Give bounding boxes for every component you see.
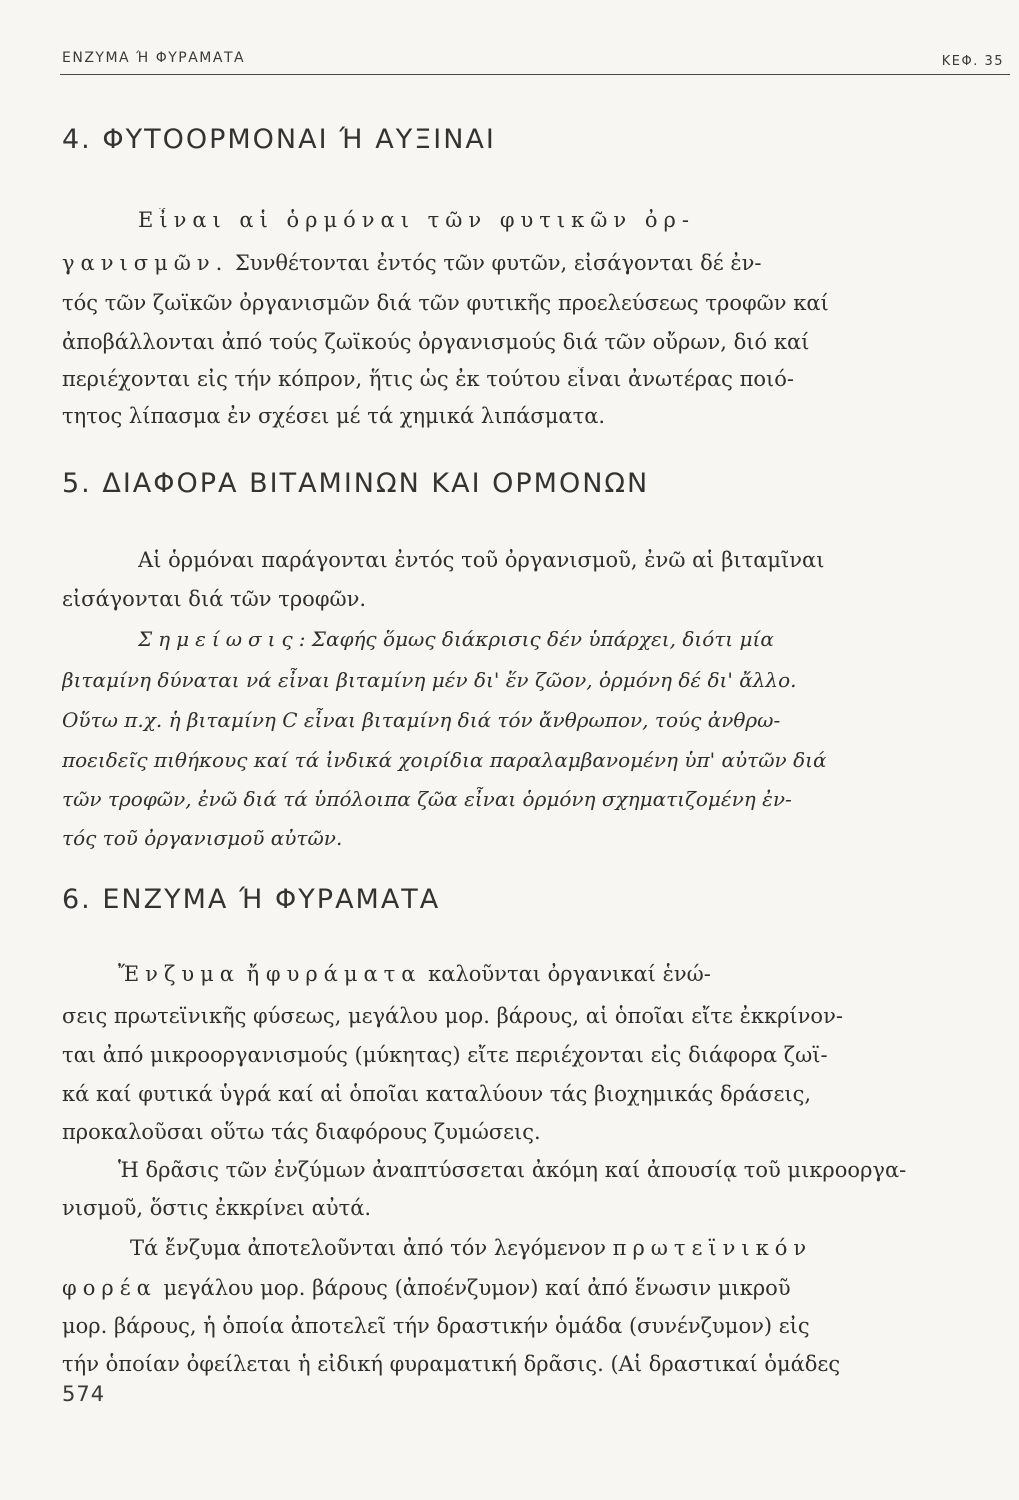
section-6-line: σεις πρωτεϊνικῆς φύσεως, μεγάλου μορ. βάρους, αἱ ὁποῖαι εἴτε ἐκκρίνον- [62, 1004, 843, 1028]
section-5-line: Αἱ ὁρμόναι παράγονται ἐντός τοῦ ὀργανισμοῦ, ἐνῶ αἱ βιταμῖναι [138, 548, 825, 572]
section-4-heading: 4. ΦΥΤΟΟΡΜΟΝΑΙ Ή ΑΥΞΙΝΑΙ [62, 124, 496, 155]
section-4-line: τητος λίπασμα ἐν σχέσει μέ τά χημικά λιπάσματα. [62, 404, 606, 428]
section-4-line: τός τῶν ζωϊκῶν ὀργανισμῶν διά τῶν φυτικῆς προελεύσεως τροφῶν καί [62, 291, 829, 315]
section-5-heading: 5. ΔΙΑΦΟΡΑ ΒΙΤΑΜΙΝΩΝ ΚΑΙ ΟΡΜΟΝΩΝ [62, 468, 650, 499]
section-5-line: τός τοῦ ὀργανισμοῦ αὐτῶν. [62, 826, 343, 850]
section-5-line: τῶν τροφῶν, ἐνῶ διά τά ὑπόλοιπα ζῶα εἶναι ὁρμόνη σχηματιζομένη ἐν- [62, 787, 792, 811]
section-5-line: εἰσάγονται διά τῶν τροφῶν. [62, 587, 367, 611]
section-6-line: προκαλοῦσαι οὕτω τάς διαφόρους ζυμώσεις. [62, 1120, 541, 1144]
section-6-line: μορ. βάρους, ἡ ὁποία ἀποτελεῖ τήν δραστικήν ὁμάδα (συνένζυμον) εἰς [62, 1314, 810, 1338]
section-6-line: Ἔνζυμα ἤ φυράματα καλοῦνται ὀργανικαί ἑνώ- [118, 962, 711, 986]
section-5-line: Σημείωσις: Σαφής ὅμως διάκρισις δέν ὑπάρχει, διότι μία [138, 627, 774, 651]
section-6-line: κά καί φυτικά ὑγρά καί αἱ ὁποῖαι καταλύουν τάς βιοχημικάς δράσεις, [62, 1082, 812, 1106]
section-6-line: φορέα μεγάλου μορ. βάρους (ἀποένζυμον) καί ἀπό ἕνωσιν μικροῦ [62, 1276, 791, 1300]
page-number: 574 [62, 1382, 106, 1406]
section-4-line: ἀποβάλλονται ἀπό τούς ζωϊκούς ὀργανισμούς διά τῶν οὔρων, διό καί [62, 330, 810, 354]
section-6-line: τήν ὁποίαν ὀφείλεται ἡ εἰδική φυραματική δρᾶσις. (Αἱ δραστικαί ὁμάδες [62, 1352, 841, 1376]
section-6-line: Ἡ δρᾶσις τῶν ἐνζύμων ἀναπτύσσεται ἀκόμη καί ἀπουσίᾳ τοῦ μικροοργα- [118, 1158, 907, 1182]
section-6-line: ται ἀπό μικροοργανισμούς (μύκητας) εἴτε περιέχονται εἰς διάφορα ζωϊ- [62, 1043, 828, 1067]
header-rule [60, 74, 1010, 75]
section-6-line: νισμοῦ, ὅστις ἐκκρίνει αὐτά. [62, 1196, 372, 1220]
section-4-line: γανισμῶν. Συνθέτονται ἐντός τῶν φυτῶν, εἰσάγονται δέ ἐν- [62, 251, 762, 275]
chapter-label: ΚΕΦ. 35 [941, 54, 1004, 69]
section-4-line: περιέχονται εἰς τήν κόπρον, ἥτις ὡς ἐκ τούτου εἶναι ἀνωτέρας ποιό- [62, 367, 794, 391]
section-4-line: Εἶναι αἱ ὁρμόναι τῶν φυτικῶν ὀρ- [138, 208, 695, 232]
section-6-line: Τά ἔνζυμα ἀποτελοῦνται ἀπό τόν λεγόμενον πρωτεϊνικόν [130, 1236, 813, 1260]
running-header-title: ΕΝΖΥΜΑ Ή ΦΥΡΑΜΑΤΑ [62, 50, 246, 66]
section-5-line: Οὕτω π.χ. ἡ βιταμίνη C εἶναι βιταμίνη διά τόν ἄνθρωπον, τούς ἀνθρω- [62, 708, 781, 732]
section-5-line: ποειδεῖς πιθήκους καί τά ἰνδικά χοιρίδια παραλαμβανομένη ὑπ' αὐτῶν διά [62, 748, 827, 772]
section-5-line: βιταμίνη δύναται νά εἶναι βιταμίνη μέν δι' ἕν ζῶον, ὁρμόνη δέ δι' ἄλλο. [62, 668, 797, 692]
section-6-heading: 6. ΕΝΖΥΜΑ Ή ΦΥΡΑΜΑΤΑ [62, 884, 441, 915]
